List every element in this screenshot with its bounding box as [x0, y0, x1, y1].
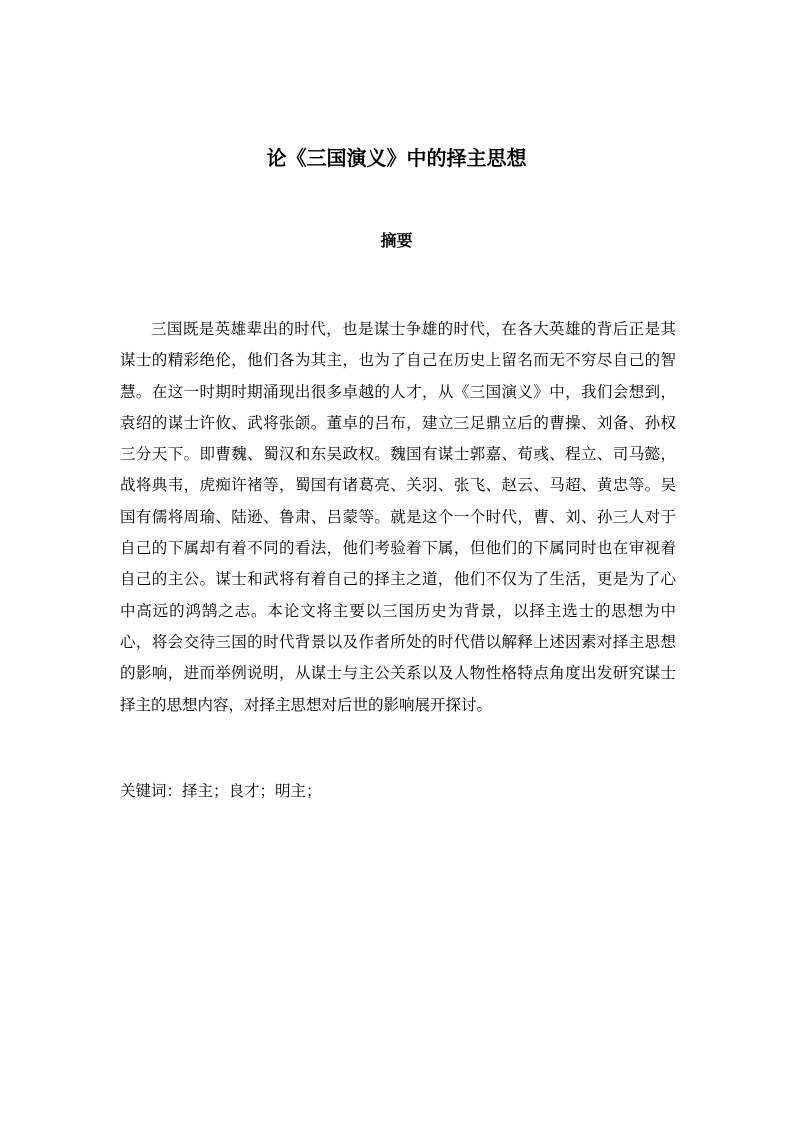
keyword-item: 择主；	[182, 782, 229, 800]
document-title: 论《三国演义》中的择主思想	[266, 146, 527, 170]
keyword-item: 明主；	[275, 782, 322, 800]
abstract-heading: 摘要	[380, 231, 413, 250]
keywords-line	[120, 778, 676, 804]
abstract-paragraph: 三国既是英雄辈出的时代，也是谋士争雄的时代，在各大英雄的背后正是其谋士的精彩绝伦，他们各为其主，也为了自己在历史上留名而无不穷尽自己的智慧。在这一时期时期涌现出很多卓越的人才，从《三国演义》中，我们会想到，袁绍的谋士许攸、武将张颌。董卓的吕布，建立三足鼎立后的曹操、刘备、孙权三分天下。即曹魏、蜀汉和东吴政权。魏国有谋士郭嘉、荀彧、程立、司马懿，战将典韦，虎痴许褚等，蜀国有诸葛亮、关羽、张飞、赵云、马超、黄忠等。吴国有儒将周瑜、陆逊、鲁肃、吕蒙等。就是这个一个时代，曹、刘、孙三人对于自己的下属却有着不同的看法，他们考验着下属，但他们的下属同时也在审视着自己的主公。谋士和武将有着自己的择主之道，他们不仅为了生活，更是为了心中高远的鸿鹄之志。本论文将主要以三国历史为背景，以择主选士的思想为中心，将会交待三国的时代背景以及作者所处的时代借以解释上述因素对择主思想的影响，进而举例说明，从谋士与主公关系以及人物性格特点角度出发研究谋士择主的思想内容，对择主思想对后世的影响展开探讨。	[120, 320, 676, 714]
keywords-label: 关键词：	[120, 782, 183, 800]
keyword-item: 良才；	[228, 782, 276, 800]
